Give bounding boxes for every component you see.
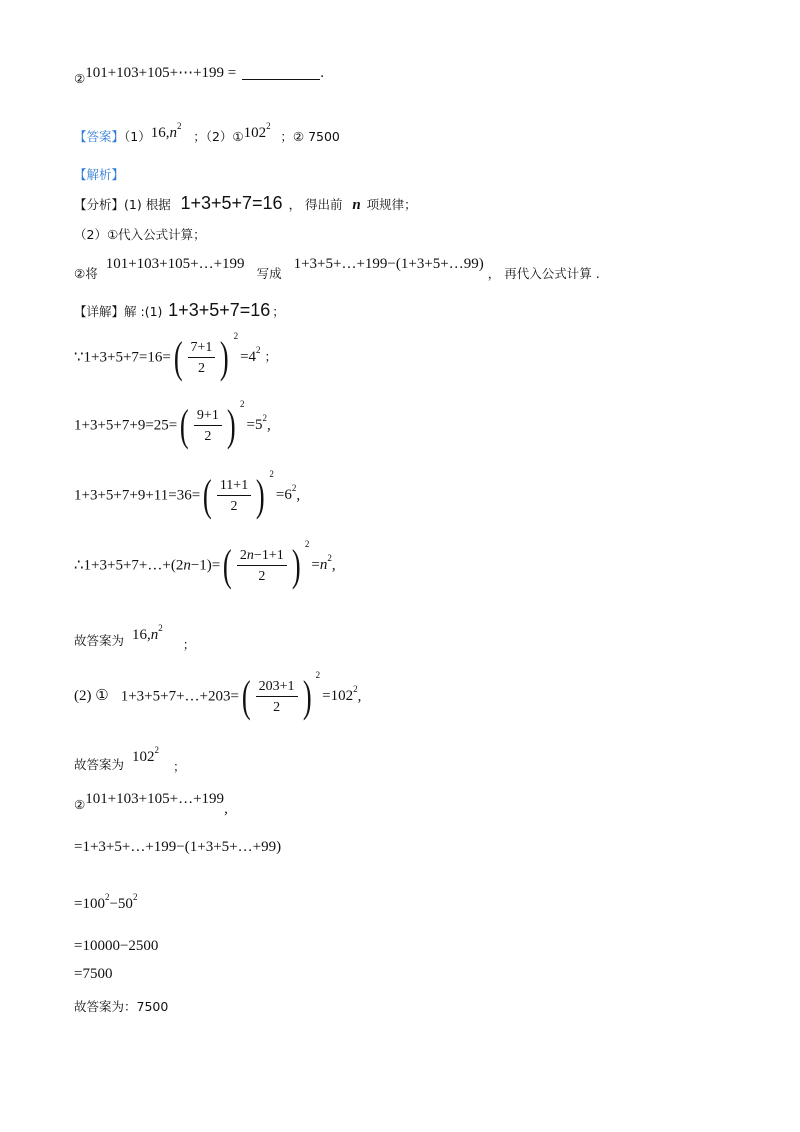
eq2-denominator: 2 [204,429,212,444]
fenxi-text-1: (1) 根据 [124,197,171,212]
eq5-exponent: 2 [315,670,321,680]
eq10-expression: =7500 [74,966,113,982]
equation-5 [74,670,362,721]
step-2a-text: （2）①代入公式计算； [74,227,206,242]
eq3-end: , [296,487,301,504]
eq2-fraction [194,408,222,445]
eq1-numerator: 7+1 [188,340,216,358]
part2-value: $102^2$ [243,121,271,141]
detail-text-1: 解 :( [124,304,150,319]
eq4-paren: ( $\frac{2n-1+1}{2}$ ) 2 [223,539,310,590]
eq6-end: , [224,801,228,817]
equation-3 [74,469,301,520]
eq5-end: , [357,688,362,705]
eq2-lhs: 1+3+5+7+9=25= [74,417,178,434]
question-expression: 101+103+105+⋯+199 = [85,65,237,81]
eq3-fraction [217,478,251,515]
eq4-exponent: 2 [304,539,310,549]
eq1-denominator: 2 [197,361,205,376]
eq2-paren: ( $\frac{9+1}{2}$ ) 2 [180,399,245,450]
answer-statement-3 [74,1000,168,1015]
eq1-paren: ( $\frac{7+1}{2}$ ) 2 [173,331,239,382]
fenxi-expression: 1+3+5+7=16 [180,193,283,213]
equation-10 [74,967,112,982]
eq3-denominator: 2 [230,499,238,514]
step-2b [74,257,600,281]
eq5-paren: ( $\frac{203+1}{2}$ ) 2 [241,670,321,721]
ans2-text: 故答案为 [74,757,125,772]
analysis-title [74,168,124,183]
eq1-end: ； [264,349,278,365]
step-2b-expr-1: 101+103+105+…+199 [105,256,245,272]
answer-line [74,122,340,145]
part3-value: ；② 7500 [280,129,340,144]
eq6-circled: ② [74,797,86,812]
equation-9 [74,939,158,954]
eq5-label: (2) ① [74,688,109,705]
eq4-end: , [331,557,336,574]
eq2-rhs: $=5^2$ [246,413,267,434]
detail-expression: 1+3+5+7=16 [168,300,271,320]
equation-8 [74,893,137,912]
ans2-value: $102^2$ [132,745,160,765]
step-2b-expr-2: 1+3+5+…+199−(1+3+5+…99) [293,256,484,272]
step-2a [74,228,206,243]
period: . [320,65,325,81]
eq1-lhs: ∵1+3+5+7=16= [74,349,171,366]
eq6-expression: 101+103+105+…+199 [85,791,225,807]
answer-statement-2 [74,746,186,774]
eq1-rhs: $=4^2$ [240,345,261,366]
equation-2 [74,399,271,450]
step-2b-prefix: ②将 [74,266,98,281]
fenxi-text-3: 项规律； [366,197,417,212]
fenxi-line [74,194,417,213]
eq2-numerator: 9+1 [194,408,222,426]
answer-blank [242,65,320,80]
eq4-denominator: 2 [258,569,266,584]
eq7-expression: =1+3+5+…+199−(1+3+5+…+99) [74,839,282,855]
equation-6 [74,792,228,817]
eq3-lhs: 1+3+5+7+9+11=36= [74,487,201,504]
eq3-exponent: 2 [269,469,274,479]
eq9-expression: =10000−2500 [74,938,159,954]
eq5-lhs: 1+3+5+7+…+203= [120,688,239,705]
analysis-tag: 【解析】 [74,167,125,182]
question-2-line [74,65,324,86]
ans1-end: ； [182,637,196,652]
fenxi-tag: 【分析】 [74,197,125,212]
eq5-rhs: $=102^2$ [322,684,358,705]
ans3-text: 故答案为：7500 [74,999,169,1014]
eq4-rhs: $=n^2$ [311,553,332,574]
eq4-lhs: ∴1+3+5+7+…+(2n−1)= [74,557,221,574]
eq5-numerator: 203+1 [256,679,298,697]
ans1-text: 故答案为 [74,633,125,648]
fenxi-text-2: ， 得出前 [288,197,343,212]
step-2b-text-2: ， 再代入公式计算 . [487,266,600,281]
answer-tag: 【答案】 [74,129,125,144]
part1-label: （1） [124,129,151,144]
eq1-exponent: 2 [233,331,239,341]
ans1-value: $16,n^2$ [132,623,163,643]
eq5-fraction [256,679,298,716]
eq3-rhs: $=6^2$ [275,483,297,504]
eq3-numerator: 11+1 [217,478,251,496]
eq2-exponent: 2 [239,399,245,409]
detail-text-2: 1 [149,304,158,319]
ans2-end: ； [173,759,186,774]
part2-label: ；（2）① [193,129,244,144]
equation-7 [74,840,281,855]
eq4-numerator: 2n−1+1 [237,548,287,566]
eq4-fraction [237,548,287,585]
circled-number: ② [74,71,86,86]
detail-line [74,301,285,320]
eq1-fraction [188,340,216,377]
eq5-denominator: 2 [273,700,281,715]
equation-4 [74,539,336,590]
detail-tag: 【详解】 [74,304,125,319]
eq3-paren: ( $\frac{11+1}{2}$ ) 2 [203,469,274,520]
detail-end: ； [272,304,285,319]
eq2-end: , [266,417,271,434]
step-2b-text-1: 写成 [256,266,282,281]
equation-1 [74,331,278,382]
eq8-expression: $=100^2-50^2$ [74,892,138,912]
fenxi-n: n [352,197,361,213]
part1-value: $16,n^2$ [150,121,182,141]
answer-statement-1 [74,624,195,652]
detail-text-3: ) [157,304,163,319]
